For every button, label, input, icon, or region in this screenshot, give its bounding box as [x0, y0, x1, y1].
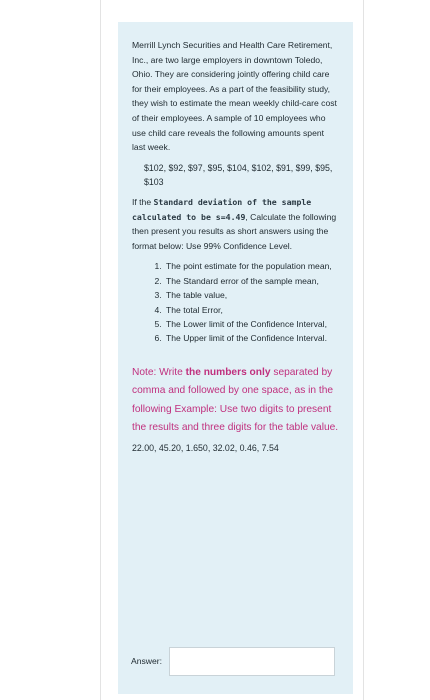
required-answers-list [132, 259, 339, 345]
answer-input[interactable] [169, 647, 335, 676]
list-item: 5. The Lower limit of the Confidence Interval, [164, 317, 339, 331]
sd-suffix: , Calculate the following then present you results as short answers using the format below: Use 99% Confidence Level. [132, 211, 337, 251]
list-item: 2. The Standard error of the sample mean, [164, 274, 339, 288]
list-item: 1. The point estimate for the population mean, [164, 259, 339, 273]
standard-deviation-instruction [132, 195, 339, 253]
list-item: 6. The Upper limit of the Confidence Interval. [164, 331, 339, 345]
list-item: 3. The table value, [164, 288, 339, 302]
sd-emphasis: Standard deviation of the sample calculated to be s=4.49 [132, 196, 312, 222]
sample-amounts: $102, $92, $97, $95, $104, $102, $91, $99, $95, $103 [144, 162, 333, 188]
question-intro: Merrill Lynch Securities and Health Care Retirement, Inc., are two large employers in downtown Toledo, Ohio. They are considering jointly offering child care for their employees. As a part of the feasibility study, they wish to estimate the mean weekly child-care cost of their employees. A sample of 10 employees who use child care reveals the following amounts spent last week. [132, 40, 337, 153]
format-note [132, 364, 339, 438]
example-answer: 22.00, 45.20, 1.650, 32.02, 0.46, 7.54 [132, 443, 279, 454]
question-card [118, 22, 353, 694]
answer-label: Answer: [131, 656, 163, 666]
list-item: 4. The total Error, [164, 303, 339, 317]
note-emphasis: the numbers only [185, 366, 271, 378]
answer-row [131, 647, 336, 677]
note-suffix: separated by comma and followed by one space, as in the following Example: Use two digits to present the results and three digits for the table value. [132, 366, 339, 433]
sd-prefix: If the [132, 196, 154, 207]
note-prefix: Note: Write [132, 366, 186, 378]
